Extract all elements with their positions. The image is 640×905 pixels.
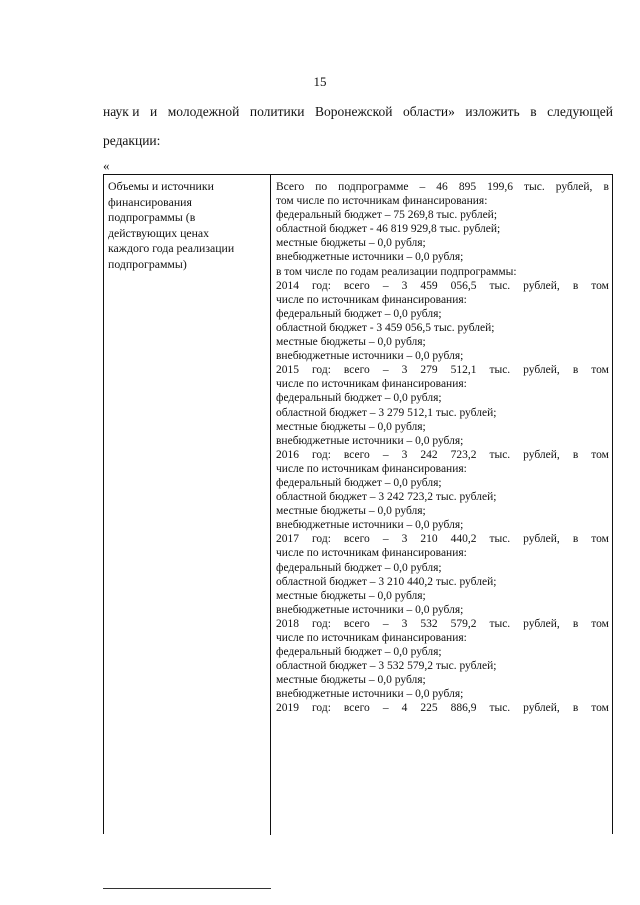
right-cell-line: 2015 год: всего – 3 279 512,1 тыс. рублей, в том [276,364,609,377]
intro-word: Воронежской [315,104,393,119]
right-cell-line: 2014 год: всего – 3 459 056,5 тыс. рублей, в том [276,279,609,292]
right-cell-line: местные бюджеты – 0,0 рубля; [276,420,426,433]
right-cell-line: областной бюджет – 3 532 579,2 тыс. рублей; [276,660,497,673]
table-right-cell [276,180,609,716]
right-cell-line: местные бюджеты – 0,0 рубля; [276,237,426,250]
left-cell-line: подпрограммы) [108,256,187,271]
right-cell-line: местные бюджеты – 0,0 рубля; [276,589,426,602]
right-cell-line: Всего по подпрограмме – 46 895 199,6 тыс. рублей, в [276,181,609,193]
table-column-divider [270,175,271,835]
right-cell-line: областной бюджет – 3 242 723,2 тыс. рублей; [276,491,497,504]
right-cell-line: федеральный бюджет – 0,0 рубля; [276,646,442,659]
opening-quote-mark: « [103,158,110,173]
left-cell-line: каждого года реализации [108,241,235,255]
right-cell-line: федеральный бюджет – 0,0 рубля; [276,307,442,320]
right-cell-line: федеральный бюджет – 0,0 рубля; [276,392,442,405]
right-cell-line: том числе по источникам финансирования: [276,195,488,208]
intro-word: и [149,104,158,119]
intro-word: области» [402,104,455,119]
footnote-rule [103,888,271,889]
intro-word: наук и [103,104,140,119]
right-cell-line: 2018 год: всего – 3 532 579,2 тыс. рублей, в том [276,617,609,630]
right-cell-line: в том числе по годам реализации подпрограммы: [276,265,517,278]
page-number: 15 [313,74,327,89]
right-cell-line: 2019 год: всего – 4 225 886,9 тыс. рублей, в том [276,702,609,715]
right-cell-line: областной бюджет – 3 279 512,1 тыс. рублей; [276,406,497,419]
right-cell-line: внебюджетные источники – 0,0 рубля; [276,519,464,532]
right-cell-line: внебюджетные источники – 0,0 рубля; [276,434,464,447]
right-cell-line: внебюджетные источники – 0,0 рубля; [276,350,464,363]
right-cell-line: числе по источникам финансирования: [276,632,467,644]
right-cell-line: федеральный бюджет – 75 269,8 тыс. рублей; [276,209,498,222]
right-cell-line: федеральный бюджет – 0,0 рубля; [276,476,442,489]
intro-word: следующей [547,104,613,119]
financing-table [103,174,613,834]
left-cell-line: действующих ценах [108,225,210,240]
left-cell-line: подпрограммы (в [108,210,196,224]
right-cell-line: 2017 год: всего – 3 210 440,2 тыс. рублей, в том [276,533,609,546]
left-cell-line: финансирования [108,194,192,209]
left-cell-line: Объемы и источники [108,179,214,193]
right-cell-line: числе по источникам финансирования: [276,378,467,391]
right-cell-line: местные бюджеты – 0,0 рубля; [276,674,426,687]
intro-word: политики [249,104,305,119]
right-cell-line: внебюджетные источники – 0,0 рубля; [276,251,464,264]
intro-line-1 [103,104,613,120]
intro-word: молодежной [167,104,240,119]
right-cell-line: областной бюджет – 3 210 440,2 тыс. рублей; [276,575,497,588]
right-cell-line: областной бюджет - 3 459 056,5 тыс. рублей; [276,321,495,334]
intro-word: изложить [465,104,520,119]
right-cell-line: числе по источникам финансирования: [276,547,467,560]
right-cell-line: местные бюджеты – 0,0 рубля; [276,336,426,349]
table-left-cell [108,179,266,272]
right-cell-line: внебюджетные источники – 0,0 рубля; [276,688,464,701]
intro-word: в [530,104,537,119]
right-cell-line: местные бюджеты – 0,0 рубля; [276,505,426,518]
right-cell-line: числе по источникам финансирования: [276,293,467,306]
right-cell-line: федеральный бюджет – 0,0 рубля; [276,561,442,574]
right-cell-line: областной бюджет - 46 819 929,8 тыс. рублей; [276,223,501,236]
intro-line-2: редакции: [103,133,161,148]
right-cell-line: 2016 год: всего – 3 242 723,2 тыс. рублей, в том [276,448,609,461]
right-cell-line: числе по источникам финансирования: [276,462,467,475]
right-cell-line: внебюджетные источники – 0,0 рубля; [276,603,464,616]
